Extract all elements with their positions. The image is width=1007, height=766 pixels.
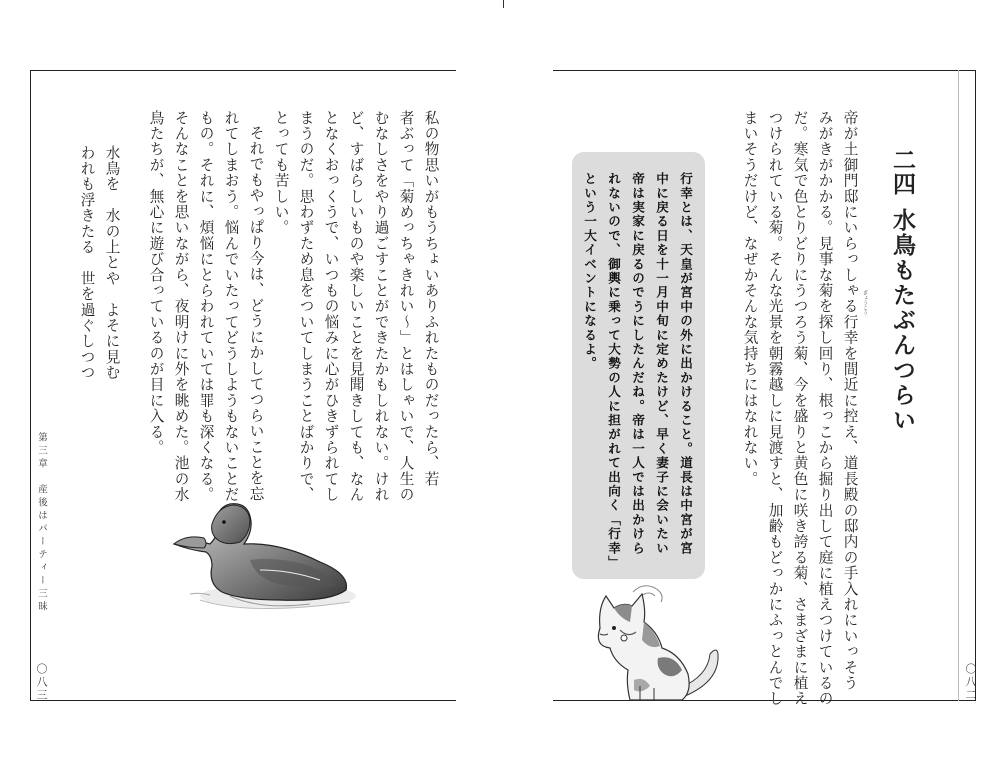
bottom-rule: [30, 700, 456, 701]
body-line: だ。寒気で色とりどりにうつろう菊、今を盛りと黄色に咲き誇る菊、さまざまに植え: [791, 110, 809, 707]
body-line: つけられている菊。そんな光景を朝霧越しに見渡すと、加齢もどっかにふっとんでし: [766, 110, 784, 707]
chapter-title: 水鳥もたぶんつらい: [889, 208, 916, 433]
cat-illustration: [570, 588, 730, 703]
bubble-line: れないので、御輿に乗って大勢の人に担がれて出向く「行幸」: [606, 172, 621, 570]
body-line: 者ぶって「菊めっちゃきれい〜」とはしゃいで、人生の: [397, 110, 415, 503]
bubble-line: という一大イベントになるよ。: [582, 172, 597, 371]
inner-margin-line: [958, 70, 959, 701]
margin-line: [975, 70, 976, 701]
body-line: もの。それに、煩悩にとらわれていては罪も深くなる。: [197, 110, 215, 503]
body-line: 帝が土御門邸にいらっしゃる行幸を間近に控え、道長殿の邸内の手入れにいっそう: [841, 110, 859, 691]
bubble-line: 帝は実家に戻るのでうにしたんだね。帝は一人では出かけら: [630, 172, 645, 556]
poem-line: われも浮きたる 世を過ぐしつつ: [78, 145, 96, 381]
duck-illustration: [160, 500, 360, 625]
body-line: まうのだ。思わずため息をついてしまうことばかりで、: [297, 110, 315, 503]
bubble-line: 中に戻る日を十一月中旬に定めたけど、早く妻子に会いたい: [654, 172, 669, 556]
top-rule: [553, 70, 976, 71]
body-line: 鳥たちが、無心に遊び合っているのが目に入る。: [147, 110, 165, 456]
chapter-number: 二四: [889, 148, 916, 196]
left-page: [0, 0, 503, 766]
body-line: それでもやっぱり今は、どうにかしてつらいことを忘: [247, 125, 265, 502]
running-header: 第三章 産後はパーティー三昧: [36, 432, 47, 614]
page-number: 〇八二: [964, 663, 977, 702]
speech-bubble: [572, 152, 705, 579]
body-line: ど、すばらしいものや楽しいことを見聞きしても、なん: [347, 110, 365, 503]
bubble-line: 行幸とは、天皇が宮中の外に出かけること。道長は中宮が宮: [678, 172, 693, 556]
top-rule: [30, 70, 456, 71]
body-line: れてしまおう。悩んでいたってどうしようもないことだ: [222, 110, 240, 503]
body-line: みがきがかかる。見事な菊を探し回り、根っこから掘り出して庭に植えつけているの: [816, 110, 834, 707]
ruby-text: ぎょうこう: [862, 290, 868, 315]
margin-line: [30, 70, 31, 701]
page-number: 〇八三: [35, 663, 48, 702]
body-line: とっても苦しい。: [272, 110, 290, 236]
body-line: むなしさをやり過ごすことができたかもしれない。けれ: [372, 110, 390, 503]
body-line: 私の物思いがもうちょいありふれたものだったら、若: [422, 110, 440, 487]
body-line: となくおっくうで、いつもの悩みに心がひきずられてし: [322, 110, 340, 503]
body-line: まいそうだけど、なぜかそんな気持ちにはなれない。: [741, 110, 759, 487]
body-line: そんなことを思いながら、夜明けに外を眺めた。池の水: [172, 110, 190, 503]
poem-line: 水鳥を 水の上とや よそに見む: [103, 145, 121, 381]
